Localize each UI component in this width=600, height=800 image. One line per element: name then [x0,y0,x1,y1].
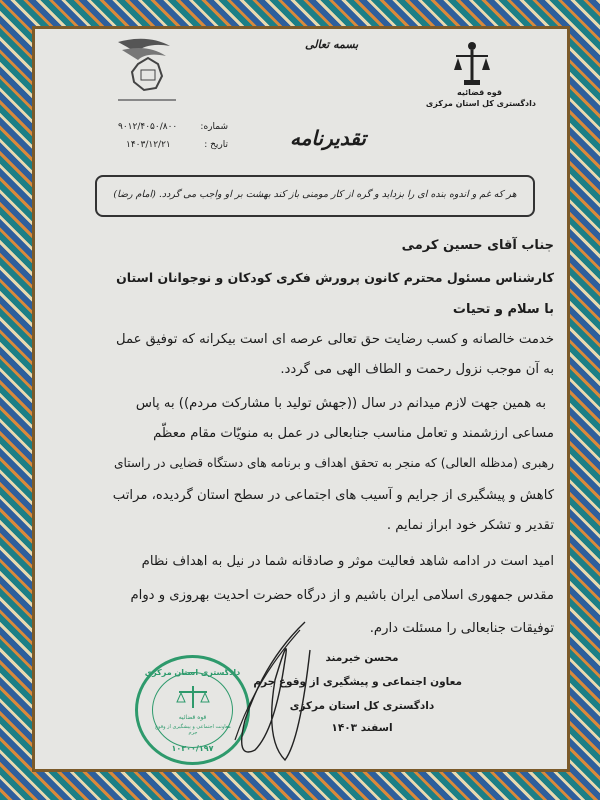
signer-org: دادگستری کل استان مرکزی [289,700,435,712]
quote-text: هر که غم و اندوه بنده ای را بزداید و گره از کار مومنی باز کند بهشت بر او واجب می گردد. (امام رضا) [113,189,517,200]
handwritten-signature [215,620,315,770]
stamp-unit: معاونت اجتماعی و پیشگیری از وقوع جرم [155,724,231,736]
date-value: ۱۴۰۳/۱۲/۲۱ [126,140,171,150]
scales-of-justice-icon [452,40,492,88]
stamp-scales-icon [176,684,210,712]
stamp-code: ۱۰۳۰۰/۱۹۷ [171,744,214,753]
signer-name: محسن خیرمند [325,652,399,664]
body-line: خدمت خالصانه و کسب رضایت حق تعالی عرصه ای است بیکرانه که توفیق عمل [115,332,554,347]
body-line: توفیقات جنابعالی را مسئلت دارم. [369,621,554,636]
certificate-title: تقدیرنامه [290,126,366,150]
recipient-name: جناب آقای حسین کرمی [401,238,554,253]
body-line: به همین جهت لازم میدانم در سال ((جهش تولید با مشارکت مردم)) به پاس [135,396,546,411]
body-line: مساعی ارزشمند و تعامل مناسب جنابعالی در عمل به منویّات مقام معظّم [153,426,554,441]
emblem-dept: دادگستری کل استان مرکزی [425,99,536,108]
body-line: رهبری (مدظله العالی) که منجر به تحقق اهداف و برنامه های دستگاه قضایی در راستای [113,456,554,470]
body-line: امید است در ادامه شاهد فعالیت موثر و صادقانه شما در نیل به اهداف نظام [141,554,554,569]
date-label: تاریخ : [204,140,228,150]
number-label: شماره: [200,122,228,132]
body-line: کاهش و پیشگیری از جرایم و آسیب های اجتماعی در سطح استان گردیده، مراتب [112,488,554,503]
stamp-org: دادگستری استان مرکزی [144,668,241,677]
stamp-sub: قوه قضائیه [178,714,207,721]
invocation: بسمه تعالی [305,38,359,51]
emblem-org: قوه قضائیه [456,88,502,97]
number-value: ۹۰۱۲/۴۰۵۰/۸۰۰ [118,122,178,132]
organization-logo [108,34,183,106]
body-line: به آن موجب نزول رحمت و الطاف الهی می گردد. [280,362,554,377]
body-line: تقدیر و تشکر خود ابراز نمایم . [386,518,554,533]
recipient-position: کارشناس مسئول محترم کانون پرورش فکری کودکان و نوجوانان استان [116,270,554,285]
body-line: مقدس جمهوری اسلامی ایران باشیم و از درگاه حضرت احدیت بهروزی و دوام [130,588,554,603]
greeting: با سلام و تحیات [452,302,554,317]
signer-title: معاون اجتماعی و پیشگیری از وقوع جرم [253,676,462,688]
signature-date: اسفند ۱۴۰۳ [331,722,393,734]
